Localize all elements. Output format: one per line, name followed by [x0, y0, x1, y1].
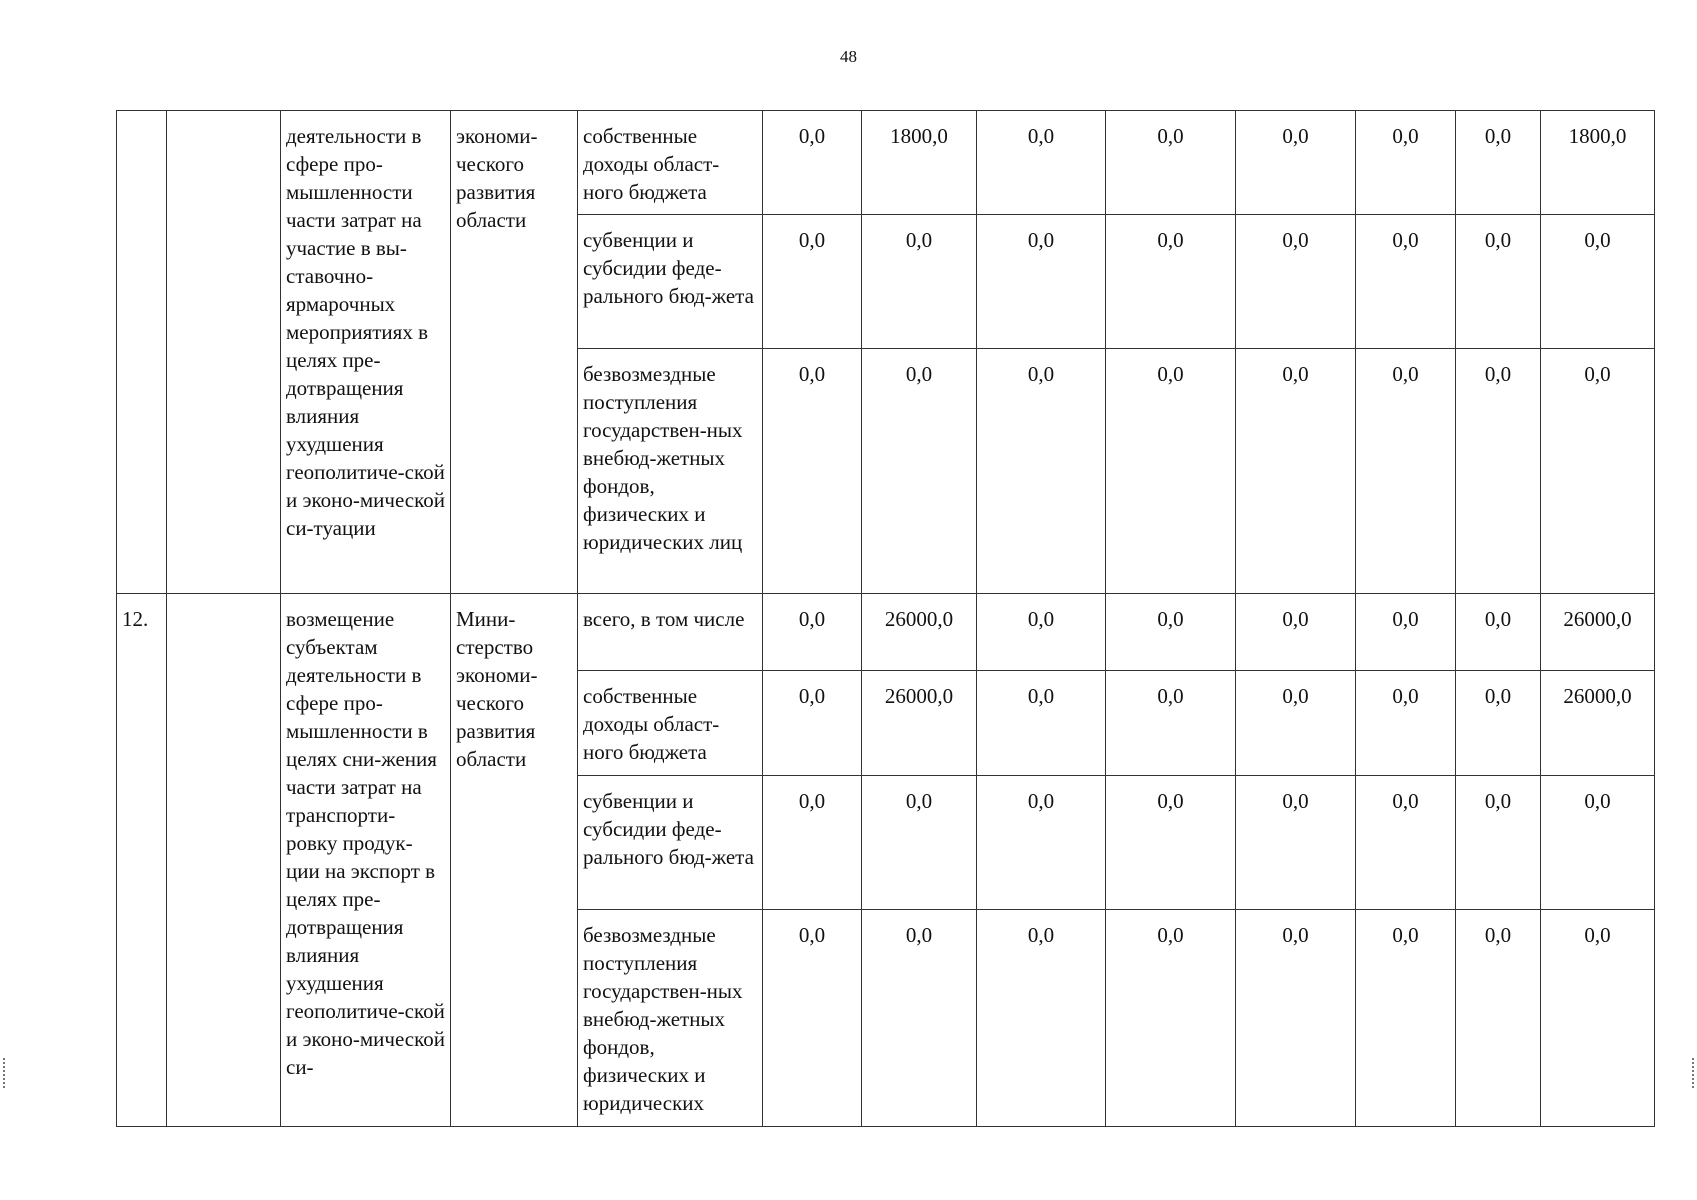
amount-cell: 0,0: [977, 594, 1106, 671]
amount-cell: 0,0: [1356, 776, 1456, 910]
table-row: [117, 594, 1655, 671]
executor-cell: экономи-ческого развития области: [451, 111, 578, 594]
amount-cell: 0,0: [1236, 111, 1356, 215]
amount-cell: 0,0: [1456, 776, 1541, 910]
amount-cell: 0,0: [1236, 671, 1356, 776]
amount-cell: 0,0: [862, 776, 977, 910]
amount-cell: 26000,0: [1541, 671, 1655, 776]
amount-cell: 0,0: [977, 776, 1106, 910]
amount-cell: 0,0: [1106, 349, 1236, 594]
budget-table: [116, 110, 1655, 1127]
table-row: [117, 111, 1655, 215]
measure-description-cell: возмещение субъектам деятельности в сфере про-мышленности в целях сни-жения части затрат на транспорти-ровку продук-ции на экспорт в целях пре-дотвращения влияния ухудшения геополитиче-ской и эконо-мической си-: [281, 594, 451, 1127]
row-number-cell: [117, 111, 167, 594]
amount-cell: 0,0: [1106, 910, 1236, 1127]
amount-cell: 0,0: [1456, 349, 1541, 594]
scan-edge-mark-right: [1692, 1058, 1696, 1088]
amount-cell: 0,0: [1106, 215, 1236, 349]
amount-cell: 26000,0: [862, 594, 977, 671]
row-number-cell: 12.: [117, 594, 167, 1127]
amount-cell: 0,0: [1541, 349, 1655, 594]
funding-source-cell: безвозмездные поступления государствен-ных внебюд-жетных фондов, физических и юридических лиц: [578, 349, 763, 594]
amount-cell: 0,0: [1356, 215, 1456, 349]
amount-cell: 0,0: [1356, 349, 1456, 594]
amount-cell: 0,0: [763, 776, 862, 910]
amount-cell: 26000,0: [862, 671, 977, 776]
amount-cell: 0,0: [763, 910, 862, 1127]
amount-cell: 0,0: [1456, 910, 1541, 1127]
funding-source-cell: собственные доходы област-ного бюджета: [578, 111, 763, 215]
page-number: 48: [840, 47, 857, 66]
funding-source-cell: безвозмездные поступления государствен-ных внебюд-жетных фондов, физических и юридических: [578, 910, 763, 1127]
amount-cell: 0,0: [1106, 671, 1236, 776]
scan-edge-mark-left: [3, 1058, 7, 1088]
amount-cell: 0,0: [763, 215, 862, 349]
funding-source-cell: субвенции и субсидии феде-рального бюд-жета: [578, 776, 763, 910]
amount-cell: 0,0: [1541, 910, 1655, 1127]
amount-cell: 0,0: [1356, 594, 1456, 671]
amount-cell: 0,0: [1356, 910, 1456, 1127]
funding-source-cell: всего, в том числе: [578, 594, 763, 671]
amount-cell: 0,0: [977, 671, 1106, 776]
amount-cell: 0,0: [1541, 215, 1655, 349]
amount-cell: 0,0: [1356, 111, 1456, 215]
amount-cell: 26000,0: [1541, 594, 1655, 671]
amount-cell: 0,0: [977, 349, 1106, 594]
amount-cell: 0,0: [1106, 111, 1236, 215]
amount-cell: 0,0: [763, 671, 862, 776]
amount-cell: 0,0: [1236, 910, 1356, 1127]
amount-cell: 0,0: [1236, 594, 1356, 671]
amount-cell: 1800,0: [862, 111, 977, 215]
amount-cell: 0,0: [763, 111, 862, 215]
funding-source-cell: субвенции и субсидии феде-рального бюд-жета: [578, 215, 763, 349]
row-code-cell: [167, 111, 281, 594]
amount-cell: 0,0: [977, 111, 1106, 215]
amount-cell: 0,0: [1356, 671, 1456, 776]
amount-cell: 1800,0: [1541, 111, 1655, 215]
amount-cell: 0,0: [763, 594, 862, 671]
amount-cell: 0,0: [1236, 349, 1356, 594]
amount-cell: 0,0: [977, 910, 1106, 1127]
row-code-cell: [167, 594, 281, 1127]
funding-source-cell: собственные доходы област-ного бюджета: [578, 671, 763, 776]
table-body: [117, 111, 1655, 1127]
amount-cell: 0,0: [977, 215, 1106, 349]
amount-cell: 0,0: [1236, 776, 1356, 910]
amount-cell: 0,0: [1456, 594, 1541, 671]
amount-cell: 0,0: [1456, 215, 1541, 349]
amount-cell: 0,0: [1541, 776, 1655, 910]
amount-cell: 0,0: [1106, 776, 1236, 910]
amount-cell: 0,0: [1456, 111, 1541, 215]
amount-cell: 0,0: [763, 349, 862, 594]
executor-cell: Мини-стерство экономи-ческого развития области: [451, 594, 578, 1127]
amount-cell: 0,0: [1236, 215, 1356, 349]
amount-cell: 0,0: [862, 910, 977, 1127]
amount-cell: 0,0: [862, 215, 977, 349]
amount-cell: 0,0: [862, 349, 977, 594]
amount-cell: 0,0: [1106, 594, 1236, 671]
measure-description-cell: деятельности в сфере про-мышленности части затрат на участие в вы-ставочно-ярмарочных мероприятиях в целях пре-дотвращения влияния ухудшения геополитиче-ской и эконо-мической си-туации: [281, 111, 451, 594]
amount-cell: 0,0: [1456, 671, 1541, 776]
